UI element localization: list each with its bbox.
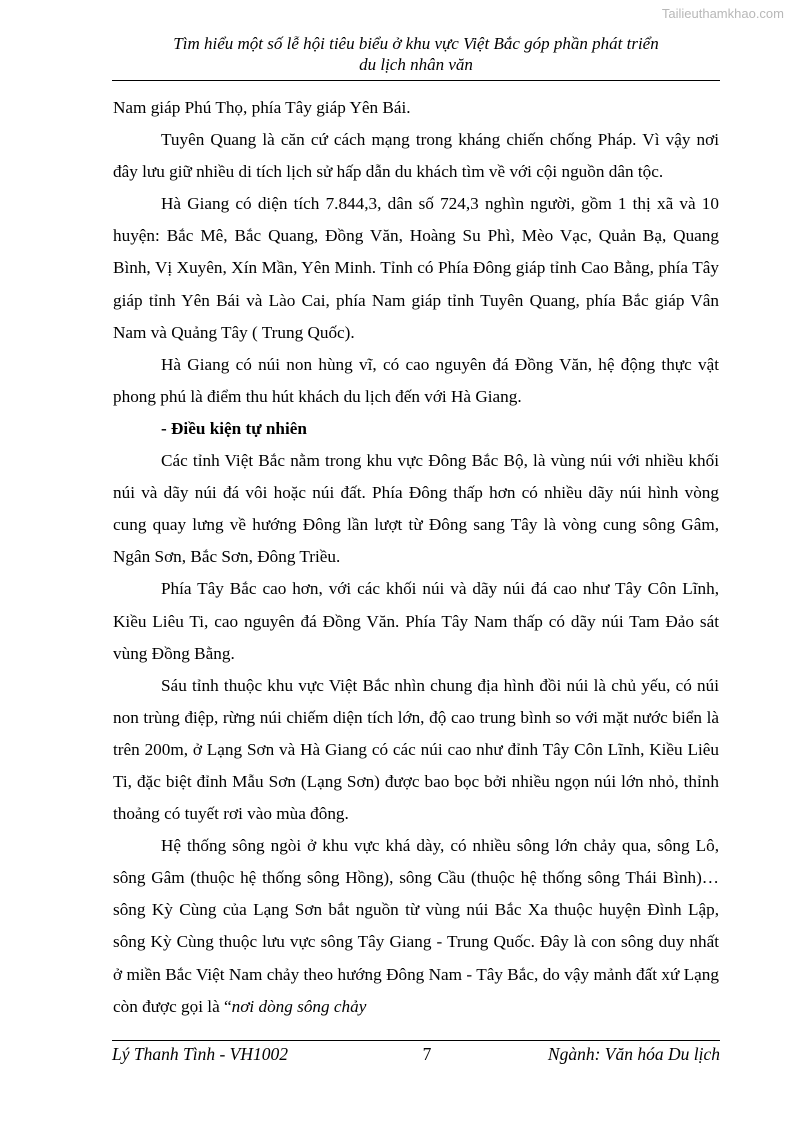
paragraph-ha-giang-nature: Hà Giang có núi non hùng vĩ, có cao nguyên đá Đồng Văn, hệ động thực vật phong phú là điểm thu hút khách du lịch đến với Hà Giang. [113,354,719,406]
watermark-text: Tailieuthamkhao.com [661,6,784,21]
footer-major: Ngành: Văn hóa Du lịch [547,1044,720,1064]
page-footer [112,1044,720,1068]
page-number: 7 [422,1044,432,1064]
paragraph-tuyen-quang: Tuyên Quang là căn cứ cách mạng trong kháng chiến chống Pháp. Vì vậy nơi đây lưu giữ nhiều di tích lịch sử hấp dẫn du khách tìm về với cội nguồn dân tộc. [113,130,719,182]
paragraph-terrain-east: Các tỉnh Việt Bắc nằm trong khu vực Đông Bắc Bộ, là vùng núi với nhiều khối núi và dãy núi đá vôi hoặc núi đất. Phía Đông thấp hơn có nhiều dãy núi hình vòng cung quay lưng về hướng Đông lần lượt từ Đông sang Tây là vòng cung sông Gâm, Ngân Sơn, Bắc Sơn, Đông Triều. [113,451,719,567]
paragraph-continuation: Nam giáp Phú Thọ, phía Tây giáp Yên Bái. [113,98,411,117]
paragraph-six-provinces: Sáu tỉnh thuộc khu vực Việt Bắc nhìn chung địa hình đồi núi là chủ yếu, có núi non trùng điệp, rừng núi chiếm diện tích lớn, độ cao trung bình so với mặt nước biển là trên 200m, ở Lạng Sơn và Hà Giang có các núi cao như đỉnh Tây Côn Lĩnh, Kiều Liêu Ti, đặc biệt đỉnh Mẫu Sơn (Lạng Sơn) được bao bọc bởi nhiều ngọn núi lớn nhỏ, thỉnh thoảng có tuyết rơi vào mùa đông. [113,675,719,824]
footer-divider [112,1040,720,1041]
paragraph-terrain-northwest: Phía Tây Bắc cao hơn, với các khối núi và dãy núi đá cao như Tây Côn Lĩnh, Kiều Liêu Ti, cao nguyên đá Đồng Văn. Phía Tây Nam thấp có dãy núi Tam Đảo sát vùng Đồng Bằng. [113,579,719,663]
running-header [112,33,720,75]
river-text: Hệ thống sông ngòi ở khu vực khá dày, có nhiều sông lớn chảy qua, sông Lô, sông Gâm (thuộc hệ thống sông Hồng), sông Cầu (thuộc hệ thống sông Thái Bình)… sông Kỳ Cùng của Lạng Sơn bắt nguồn từ vùng núi Bắc Xa thuộc huyện Đình Lập, sông Kỳ Cùng thuộc lưu vực sông Tây Giang - Trung Quốc. Đây là con sông duy nhất ở miền Bắc Việt Nam chảy theo hướng Đông Nam - Tây Bắc, do vậy mảnh đất xứ Lạng còn được gọi là “ [113,836,719,1016]
section-heading-natural-conditions: - Điều kiện tự nhiên [161,418,307,438]
footer-author: Lý Thanh Tình - VH1002 [112,1044,288,1064]
paragraph-river-system [113,830,719,1023]
header-divider [112,80,720,81]
header-line-1: Tìm hiểu một số lễ hội tiêu biểu ở khu vực Việt Bắc góp phần phát triển [173,34,659,53]
river-quote-italic: nơi dòng sông chảy [231,996,367,1016]
document-body [113,92,719,1023]
header-line-2: du lịch nhân văn [359,55,473,74]
paragraph-ha-giang-area: Hà Giang có diện tích 7.844,3, dân số 724,3 nghìn người, gồm 1 thị xã và 10 huyện: Bắc Mê, Bắc Quang, Đồng Văn, Hoàng Su Phì, Mèo Vạc, Quản Bạ, Quang Bình, Vị Xuyên, Xín Mần, Yên Minh. Tỉnh có Phía Đông giáp tỉnh Cao Bằng, phía Tây giáp tỉnh Yên Bái và Lào Cai, phía Nam giáp tỉnh Tuyên Quang, phía Bắc giáp Vân Nam và Quảng Tây ( Trung Quốc). [113,194,719,342]
